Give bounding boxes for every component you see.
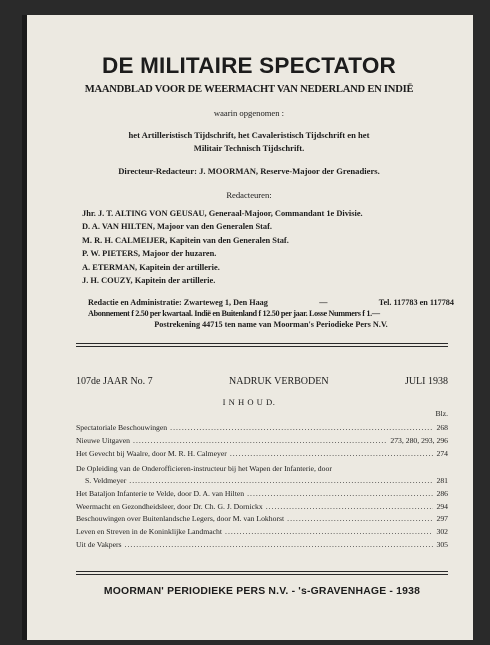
toc-entry	[76, 436, 448, 449]
editors-heading: Redacteuren:	[226, 190, 272, 200]
incorporated-intro: waarin opgenomen :	[213, 108, 285, 118]
toc-entry	[76, 449, 448, 462]
administration-block	[88, 297, 454, 330]
divider-bottom-2	[76, 574, 448, 575]
divider-top-2	[76, 346, 448, 347]
toc-entry	[76, 463, 448, 487]
toc-page: 294	[436, 501, 448, 511]
toc-entry	[76, 489, 448, 502]
toc-entry	[76, 423, 448, 436]
director-line: Directeur-Redacteur: J. MOORMAN, Reserve-Majoor der Grenadiers.	[118, 166, 380, 176]
toc-title: Het Gevecht bij Waalre, door M. R. H. Calmeyer	[76, 448, 227, 458]
toc-entry	[76, 540, 448, 553]
phone: Tel. 117783 en 117784	[378, 298, 454, 307]
toc-author: S. Veldmeyer	[85, 475, 127, 485]
incorporated-line-1: het Artilleristisch Tijdschrift, het Cavaleristisch Tijdschrift en het	[128, 130, 370, 140]
subscription: Abonnement f 2.50 per kwartaal. Indië en Buitenland f 12.50 per jaar. Losse Nummers f 1.—	[88, 309, 380, 318]
contents-heading: I N H O U D.	[222, 397, 276, 407]
toc-title: Leven en Streven in de Koninklijke Landmacht	[76, 527, 223, 537]
toc-title: De Opleiding van de Onderofficieren-instructeur bij het Wapen der Infanterie, door	[76, 463, 332, 473]
incorporated-line-2: Militair Technisch Tijdschrift.	[193, 143, 305, 153]
toc-entry	[76, 514, 448, 527]
journal-title: DE MILITAIRE SPECTATOR	[102, 53, 396, 78]
toc-leader	[287, 514, 433, 523]
toc-leader	[129, 475, 433, 487]
toc-title: Uit de Vakpers	[76, 540, 122, 550]
toc-leader	[247, 489, 433, 498]
publisher-footer: MOORMAN' PERIODIEKE PERS N.V. - 's-GRAVENHAGE - 1938	[103, 586, 421, 597]
toc-page: 305	[436, 540, 448, 550]
address-dash: —	[319, 298, 328, 307]
toc-leader	[266, 502, 434, 511]
divider-top-1	[76, 343, 448, 344]
toc-page: 286	[436, 488, 448, 498]
page-column-label: Blz.	[435, 409, 448, 418]
journal-subtitle: MAANDBLAD VOOR DE WEERMACHT VAN NEDERLAND EN INDIË	[84, 84, 414, 95]
toc-title: Nieuwe Uitgaven	[76, 435, 131, 445]
issue-volume: 107de JAAR No. 7	[76, 376, 153, 387]
toc-page: 281	[436, 475, 448, 485]
editor-item: Jhr. J. T. ALTING VON GEUSAU, Generaal-Majoor, Commandant 1e Divisie.	[82, 209, 363, 218]
editor-item: A. ETERMAN, Kapitein der artillerie.	[82, 262, 220, 272]
binding-edge	[22, 15, 27, 640]
toc-title: Beschouwingen over Buitenlandsche Legers, door M. van Lokhorst	[76, 514, 285, 524]
postal-account: Postrekening 44715 ten name van Moorman's Periodieke Pers N.V.	[154, 320, 388, 329]
editor-item: M. R. H. CALMEIJER, Kapitein van den Generalen Staf.	[82, 235, 289, 245]
toc-leader	[133, 436, 387, 445]
toc-title: Weermacht en Gezondheidsleer, door Dr. Ch. G. J. Dornickx	[76, 501, 263, 511]
toc-page: 273, 280, 293, 296	[390, 435, 448, 445]
toc-leader	[170, 423, 433, 432]
address: Redactie en Administratie: Zwarteweg 1, Den Haag	[88, 298, 268, 307]
toc-entry	[76, 502, 448, 515]
issue-line	[76, 376, 448, 387]
issue-date: JULI 1938	[404, 376, 448, 387]
divider-bottom-1	[76, 571, 448, 572]
toc-leader	[230, 449, 434, 458]
toc-leader	[125, 540, 434, 549]
editor-item: J. H. COUZY, Kapitein der artillerie.	[82, 276, 216, 286]
reprint-notice: NADRUK VERBODEN	[229, 376, 329, 387]
toc-page: 268	[436, 423, 448, 432]
toc-title: Het Bataljon Infanterie te Velde, door D. A. van Hilten	[76, 488, 245, 498]
toc-leader	[225, 527, 433, 536]
toc-entry	[76, 527, 448, 540]
toc-page: 274	[436, 448, 448, 458]
editor-item: P. W. PIETERS, Majoor der huzaren.	[82, 249, 217, 259]
page-content	[32, 15, 466, 640]
table-of-contents	[76, 423, 448, 553]
editor-item: D. A. VAN HILTEN, Majoor van den Generalen Staf.	[82, 222, 273, 232]
toc-page: 297	[436, 514, 448, 524]
toc-page: 302	[436, 527, 448, 537]
toc-continuation	[76, 475, 448, 487]
address-row	[88, 297, 454, 308]
editors-list	[82, 207, 363, 287]
journal-cover-page	[22, 15, 473, 640]
toc-title: Spectatoriale Beschouwingen	[76, 423, 168, 432]
